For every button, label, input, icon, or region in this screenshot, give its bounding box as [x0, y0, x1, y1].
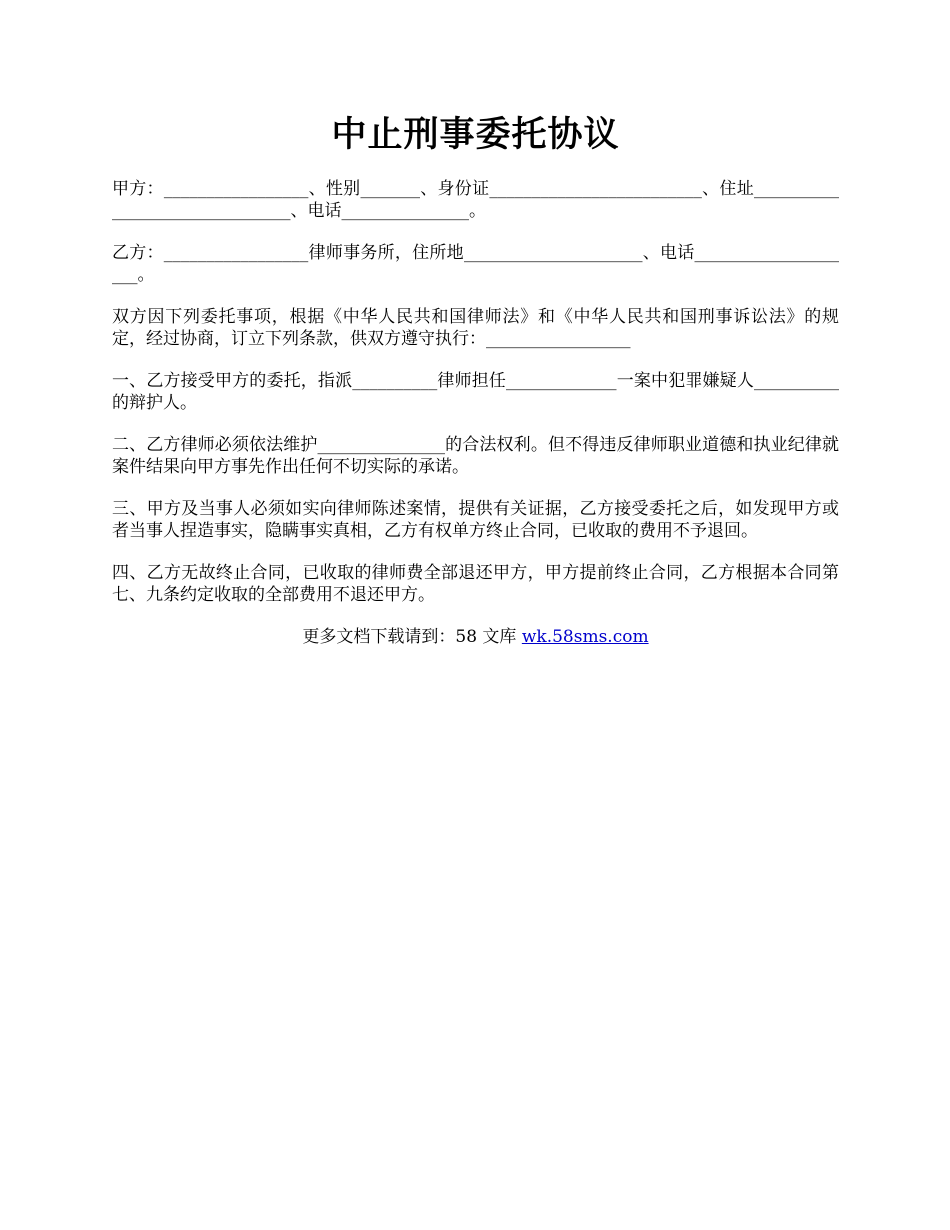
- footer-text: 更多文档下载请到：58 文库: [302, 627, 522, 647]
- preamble-paragraph: 双方因下列委托事项，根据《中华人民共和国律师法》和《中华人民共和国刑事诉讼法》的规定，经过协商，订立下列条款，供双方遵守执行：_________________: [112, 307, 839, 349]
- party-a-paragraph: 甲方：_________________、性别_______、身份证_________________________、住址_______________________________、电话_______________。: [112, 179, 839, 221]
- party-b-paragraph: 乙方：_________________律师事务所，住所地_____________________、电话____________________。: [112, 243, 839, 285]
- footer-link[interactable]: wk.58sms.com: [521, 627, 649, 647]
- clause-2-paragraph: 二、乙方律师必须依法维护_______________的合法权利。但不得违反律师职业道德和执业纪律就案件结果向甲方事先作出任何不切实际的承诺。: [112, 435, 839, 477]
- clause-4-paragraph: 四、乙方无故终止合同，已收取的律师费全部退还甲方，甲方提前终止合同，乙方根据本合同第七、九条约定收取的全部费用不退还甲方。: [112, 563, 839, 605]
- document-title: 中止刑事委托协议: [331, 114, 620, 155]
- clause-1-paragraph: 一、乙方接受甲方的委托，指派__________律师担任_____________一案中犯罪嫌疑人__________的辩护人。: [112, 371, 839, 413]
- clause-3-paragraph: 三、甲方及当事人必须如实向律师陈述案情，提供有关证据，乙方接受委托之后，如发现甲方或者当事人捏造事实，隐瞒事实真相，乙方有权单方终止合同，已收取的费用不予退回。: [112, 499, 839, 541]
- document-page: [112, 110, 839, 648]
- download-footer: [112, 626, 839, 648]
